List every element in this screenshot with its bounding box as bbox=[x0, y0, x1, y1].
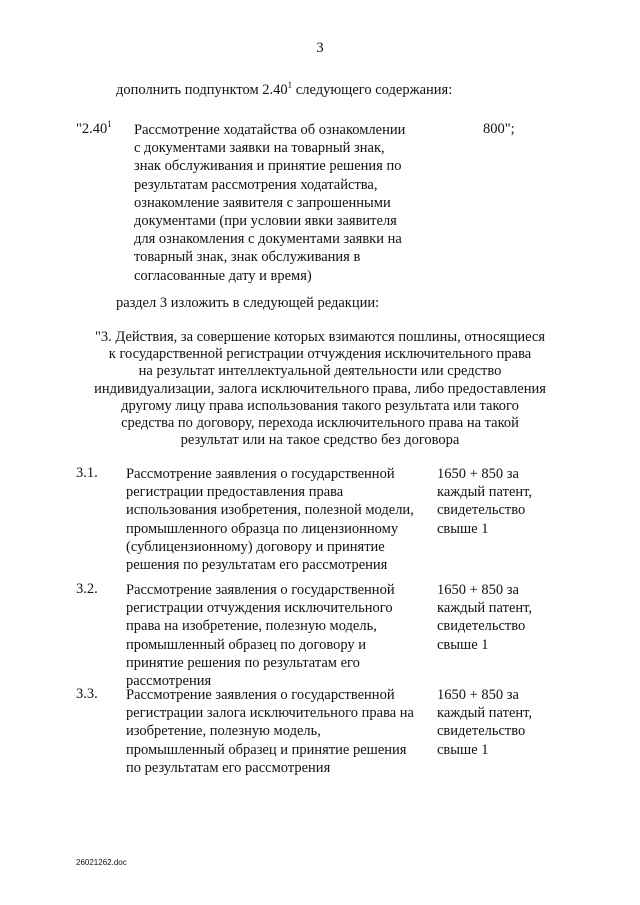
section3-heading-line: результат или на такое средство без договора bbox=[180, 432, 460, 449]
item-fee-line: свыше 1 bbox=[437, 741, 489, 758]
intro-text: дополнить подпунктом 2.40 bbox=[116, 82, 288, 98]
item-description-line: изобретение, полезную модель, bbox=[126, 723, 321, 740]
item-number: 3.2. bbox=[76, 581, 98, 597]
item-240-number-prefix: "2.40 bbox=[76, 121, 108, 137]
item-fee-line: каждый патент, bbox=[437, 484, 533, 501]
item-description-line: промышленного образца по лицензионному bbox=[126, 520, 399, 537]
item-240-line: результатам рассмотрения ходатайства, bbox=[134, 176, 378, 193]
item-description-line: принятие решения по результатам его bbox=[126, 654, 360, 671]
item-fee-line: свидетельство bbox=[437, 618, 526, 635]
section3-heading-line: "3. Действия, за совершение которых взимаются пошлины, относящиеся bbox=[94, 329, 546, 345]
item-240-line: Рассмотрение ходатайства об ознакомлении bbox=[134, 122, 406, 138]
item-240-line: с документами заявки на товарный знак, bbox=[134, 140, 385, 157]
item-description-line: права на изобретение, полезную модель, bbox=[126, 618, 377, 635]
item-240-line: ознакомление заявителя с запрошенными bbox=[134, 194, 391, 211]
item-description-line: использования изобретения, полезной модели, bbox=[126, 502, 414, 519]
item-240-number bbox=[76, 121, 112, 138]
item-240-line: согласованные дату и время) bbox=[134, 267, 312, 284]
item-fee-line: каждый патент, bbox=[437, 705, 533, 722]
item-description-line: промышленный образец и принятие решения bbox=[126, 741, 407, 758]
item-240-line: товарный знак, знак обслуживания в bbox=[134, 249, 361, 266]
item-description-line: Рассмотрение заявления о государственной bbox=[126, 687, 395, 703]
item-fee-line: свидетельство bbox=[437, 502, 526, 519]
intro-superscript: 1 bbox=[287, 80, 293, 91]
intro-text-end: следующего содержания: bbox=[292, 82, 453, 98]
item-number: 3.3. bbox=[76, 686, 98, 702]
page-number: 3 bbox=[316, 40, 324, 56]
item-fee-line: свыше 1 bbox=[437, 520, 489, 537]
item-description-line: регистрации отчуждения исключительного bbox=[126, 600, 393, 617]
footer-filename: 26021262.doc bbox=[76, 858, 127, 867]
item-fee-line: 1650 + 850 за bbox=[437, 466, 519, 482]
section3-intro: раздел 3 изложить в следующей редакции: bbox=[116, 295, 380, 311]
item-fee-line: свыше 1 bbox=[437, 636, 489, 653]
item-fee-line: свидетельство bbox=[437, 723, 526, 740]
item-description-line: промышленный образец по договору и bbox=[126, 636, 367, 653]
section3-heading-line: индивидуализации, залога исключительного права, либо предоставления bbox=[94, 380, 546, 397]
item-fee-line: каждый патент, bbox=[437, 600, 533, 617]
item-240-line: документами (при условии явки заявителя bbox=[134, 213, 397, 229]
item-description-line: (сублицензионному) договору и принятие bbox=[126, 538, 385, 555]
item-description-line: регистрации предоставления права bbox=[126, 484, 344, 501]
item-description-line: Рассмотрение заявления о государственной bbox=[126, 582, 395, 598]
item-description-line: рассмотрения bbox=[126, 673, 212, 689]
item-240-line: знак обслуживания и принятие решения по bbox=[134, 158, 402, 175]
section3-heading-line: средства по договору, перехода исключительного права на такой bbox=[121, 415, 519, 431]
section3-heading-line: на результат интеллектуальной деятельности или средство bbox=[138, 363, 502, 380]
item-fee-line: 1650 + 850 за bbox=[437, 687, 519, 703]
intro-line bbox=[116, 82, 452, 99]
item-240-fee: 800"; bbox=[483, 121, 515, 137]
section3-heading-line: другому лицу права использования такого результата или такого bbox=[121, 397, 519, 414]
item-description-line: Рассмотрение заявления о государственной bbox=[126, 466, 395, 482]
item-240-line: для ознакомления с документами заявки на bbox=[134, 231, 402, 248]
item-240-number-sup: 1 bbox=[107, 119, 112, 130]
item-description-line: по результатам его рассмотрения bbox=[126, 759, 331, 776]
item-description-line: регистрации залога исключительного права на bbox=[126, 705, 414, 722]
item-description-line: решения по результатам его рассмотрения bbox=[126, 557, 388, 573]
item-number: 3.1. bbox=[76, 465, 98, 481]
section3-heading-line: к государственной регистрации отчуждения исключительного права bbox=[108, 346, 532, 363]
item-fee-line: 1650 + 850 за bbox=[437, 582, 519, 598]
